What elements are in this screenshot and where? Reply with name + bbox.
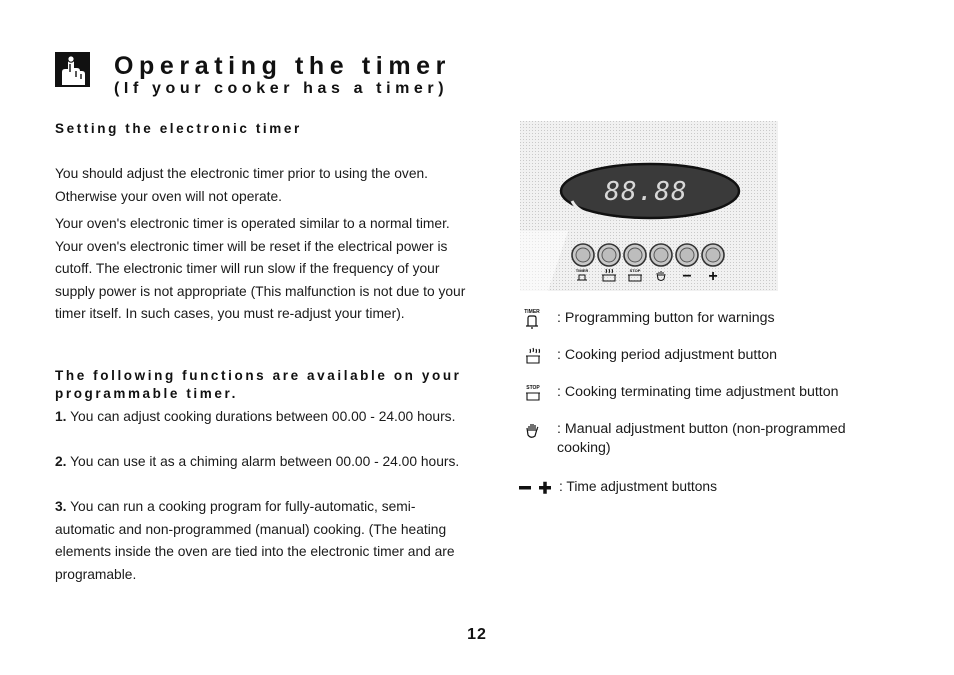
panel-plus-symbol: + [708,268,718,285]
legend-timer-label: TIMER [524,309,540,315]
timer-button-1[interactable] [572,244,594,266]
legend-item-cooking-stop [518,383,898,407]
list-item-text: You can use it as a chiming alarm between 00.00 - 24.00 hours. [66,454,460,469]
list-item-text: You can adjust cooking durations between 00.00 - 24.00 hours. [66,409,456,424]
list-item-text: You can run a cooking program for fully-automatic, semi-automatic and non-programmed (manual) cooking. (The heating elements inside the oven are tied into the electronic timer and are programable. [55,499,455,582]
legend-item-time-adjust [518,477,898,501]
page-title: Operating the timer [114,52,451,80]
cooking-pot-stop-icon [518,383,548,405]
list-item-number: 3. [55,499,67,514]
legend-item-timer [518,309,898,333]
paragraph-timer-info: Your oven's electronic timer is operated similar to a normal timer. Your oven's electronic timer will be reset if the electrical power is cutoff. The electronic timer will run slow if the frequency of your supply power is not appropriate (This malfunction is not due to your timer itself. In such cases, you must re-adjust your timer). [55,216,466,321]
legend-text: : Manual adjustment button (non-programmed cooking) [557,421,846,456]
hand-icon [518,420,548,442]
timer-button-3[interactable] [624,244,646,266]
panel-stop-label: STOP [629,268,641,273]
timer-button-4[interactable] [650,244,672,266]
cooking-pot-steam-icon [518,346,548,368]
page-number: 12 [467,626,487,643]
list-item-number: 2. [55,454,67,469]
legend-item-cooking-period [518,346,898,370]
legend-stop-label: STOP [526,385,540,391]
paragraph-adjust: You should adjust the electronic timer prior to using the oven. Otherwise your oven will not operate. [55,166,428,204]
list-item [55,406,467,429]
panel-minus-symbol: − [682,268,692,285]
minus-plus-icon [518,477,554,499]
timer-bell-icon [518,309,548,331]
legend-text: : Cooking terminating time adjustment button [557,384,839,400]
legend-text: : Time adjustment buttons [559,479,717,494]
timer-display-digits: 88.88 [604,177,688,207]
panel-timer-label: TIMER [575,268,589,273]
section-heading-setting: Setting the electronic timer [55,121,302,136]
timer-button-5[interactable] [676,244,698,266]
timer-button-6[interactable] [702,244,724,266]
timer-control-panel [520,121,778,291]
list-item [55,451,467,474]
legend-text: : Cooking period adjustment button [557,347,778,363]
legend-item-manual [518,420,898,462]
list-item [55,496,467,586]
hand-pointer-icon [55,52,90,87]
section-heading-functions: The following functions are available on your programmable timer. [55,368,462,401]
timer-button-2[interactable] [598,244,620,266]
legend-text: : Programming button for warnings [557,310,775,326]
list-item-number: 1. [55,409,67,424]
page-subtitle: (If your cooker has a timer) [114,80,449,97]
